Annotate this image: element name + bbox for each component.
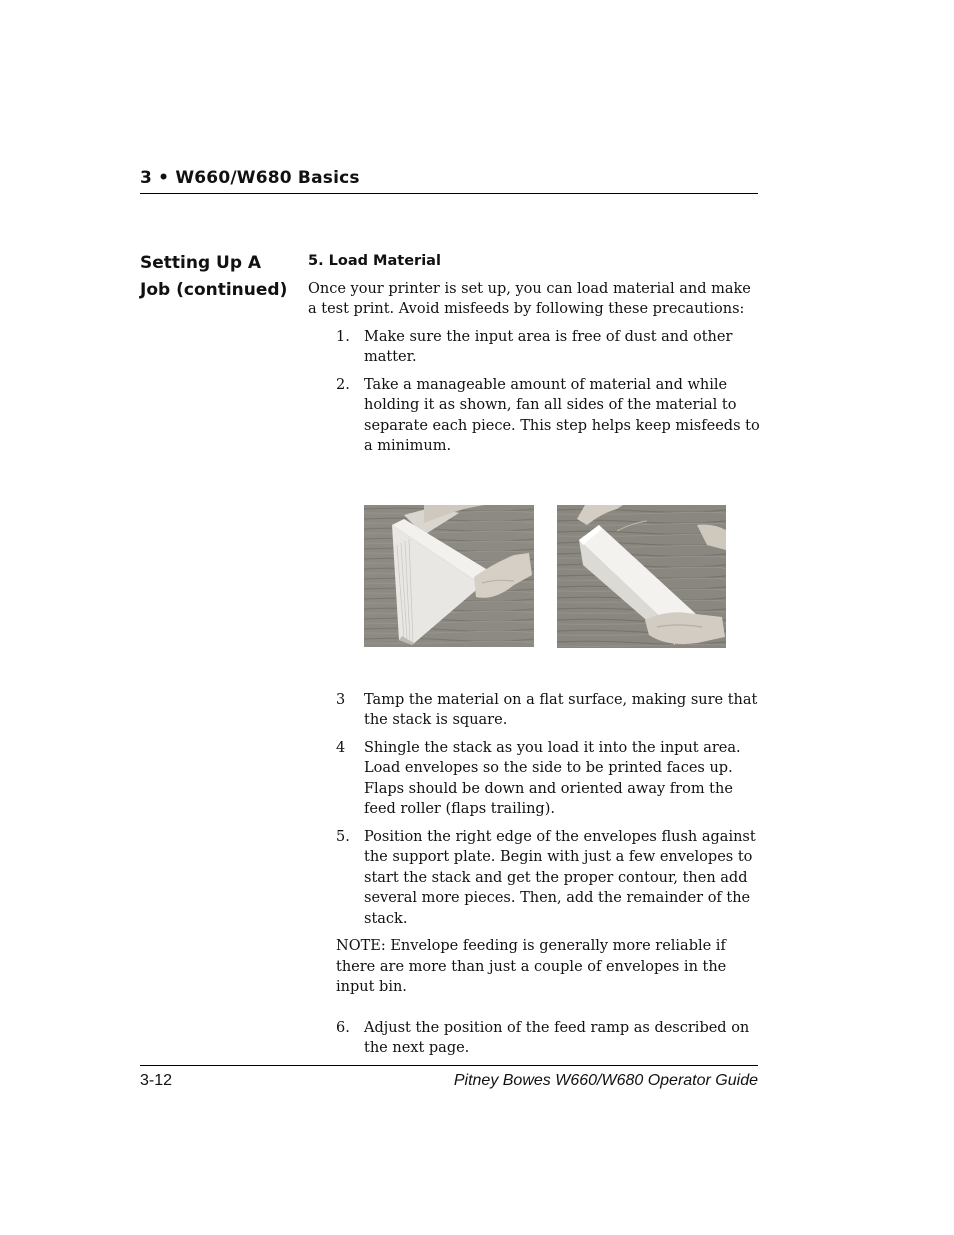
step-text: Adjust the position of the feed ramp as described on the next page. [364, 1019, 750, 1056]
note-paragraph: NOTE: Envelope feeding is generally more reliable if there are more than just a couple of envelopes in the input bin. [336, 938, 727, 995]
list-item [308, 375, 760, 457]
section-heading-line1: Setting Up A [140, 253, 262, 273]
holding-stack-photo [557, 505, 726, 648]
page-footer [140, 1065, 758, 1096]
list-item [308, 738, 760, 820]
step-text: Make sure the input area is free of dust and other matter. [364, 328, 733, 365]
step-text: Tamp the material on a flat surface, making sure that the stack is square. [364, 691, 758, 728]
footer-row [140, 1072, 758, 1096]
step-text: Take a manageable amount of material and while holding it as shown, fan all sides of the material to separate each piece. This step helps keep misfeeds to a minimum. [364, 376, 760, 454]
list-item [308, 327, 760, 368]
page-number: 3-12 [140, 1072, 173, 1089]
header-rule [140, 193, 758, 194]
step-text: Shingle the stack as you load it into the input area. Load envelopes so the side to be printed faces up. Flaps should be down and oriented away from the feed roller (flaps trailing). [364, 739, 741, 817]
step-text: Position the right edge of the envelopes flush against the support plate. Begin with just a few envelopes to start the stack and get the proper contour, then add several more pieces. Then, add the remainder of the stack. [364, 828, 756, 927]
step-number: 3 [336, 691, 346, 708]
step-number: 4 [336, 739, 346, 756]
intro-paragraph: Once your printer is set up, you can load material and make a test print. Avoid misfeeds by following these precautions: [308, 280, 751, 317]
chapter-header [140, 168, 758, 194]
fanning-material-photo [364, 505, 534, 647]
main-content [308, 251, 760, 1066]
section-heading-line2: Job (continued) [140, 280, 288, 300]
list-item [308, 827, 760, 930]
guide-title: Pitney Bowes W660/W680 Operator Guide [453, 1072, 758, 1089]
list-item [308, 1018, 760, 1059]
step-number: 6. [336, 1019, 350, 1036]
step-number: 5. [336, 828, 350, 845]
step-number: 2. [336, 376, 350, 393]
step-number: 1. [336, 328, 350, 345]
chapter-title: 3 • W660/W680 Basics [140, 168, 360, 188]
footer-rule [140, 1065, 758, 1066]
sub-heading: 5. Load Material [308, 253, 441, 269]
section-heading [140, 250, 300, 304]
list-item [308, 690, 760, 731]
photo-row [364, 505, 760, 650]
